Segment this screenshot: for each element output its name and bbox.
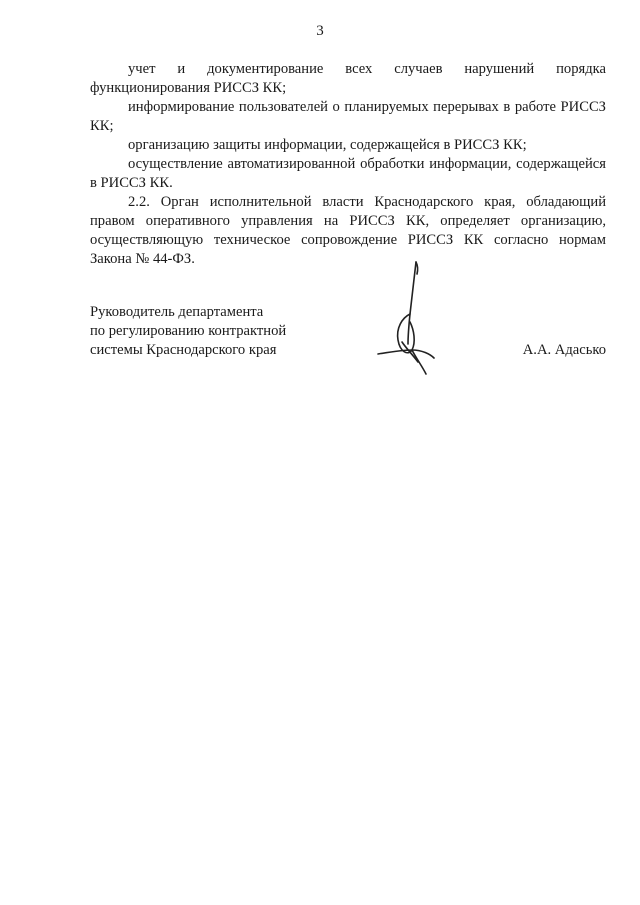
handwritten-signature bbox=[372, 258, 442, 388]
signer-title-line-1: Руководитель департамента bbox=[90, 304, 264, 320]
paragraph-4: осуществление автоматизированной обработки информации, содержащейся в РИССЗ КК. bbox=[90, 156, 606, 191]
paragraph-3: организацию защиты информации, содержащейся в РИССЗ КК; bbox=[128, 137, 527, 153]
signer-name: А.А. Адасько bbox=[522, 342, 606, 358]
signer-title-line-2: по регулированию контрактной bbox=[90, 323, 287, 339]
page-number: 3 bbox=[316, 23, 324, 39]
paragraph-1: учет и документирование всех случаев нарушений порядка функционирования РИССЗ КК; bbox=[90, 61, 606, 96]
signer-title bbox=[90, 303, 286, 360]
paragraph-5: 2.2. Орган исполнительной власти Краснодарского края, обладающий правом оперативного управления на РИССЗ КК, определяет организацию, осуществляющую техническое сопровождение РИССЗ КК согласно нормам Закона № 44-ФЗ. bbox=[90, 194, 606, 267]
paragraph-2: информирование пользователей о планируемых перерывах в работе РИССЗ КК; bbox=[90, 99, 606, 134]
signer-title-line-3: системы Краснодарского края bbox=[90, 342, 277, 358]
document-body bbox=[90, 60, 606, 269]
